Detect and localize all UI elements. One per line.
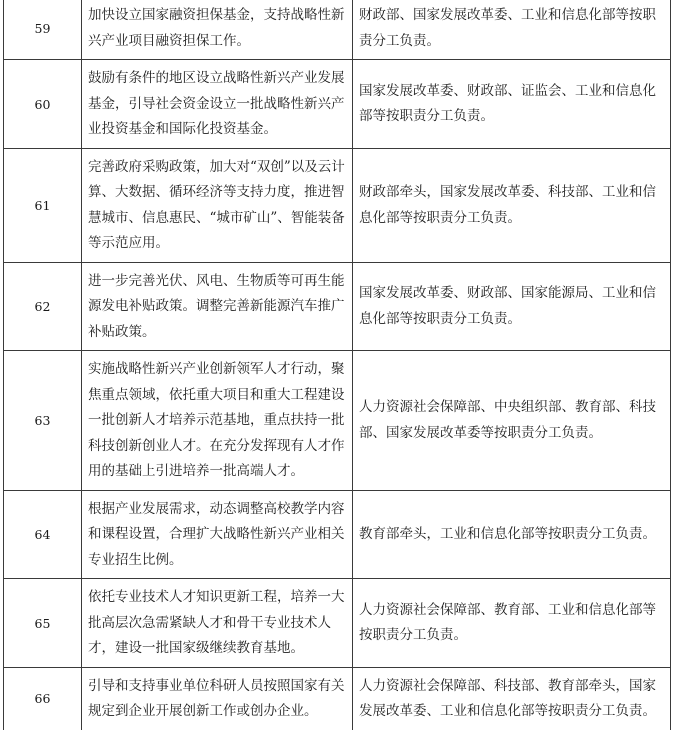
- department-cell: 人力资源社会保障部、科技部、教育部牵头，国家发展改革委、工业和信息化部等按职责分工负责。: [353, 667, 671, 730]
- row-number: 66: [4, 667, 82, 730]
- task-cell: 完善政府采购政策，加大对“双创”以及云计算、大数据、循环经济等支持力度，推进智慧城市、信息惠民、“城市矿山”、智能装备等示范应用。: [82, 148, 353, 262]
- table-row: [4, 667, 671, 730]
- table-row: [4, 351, 671, 491]
- department-cell: 人力资源社会保障部、教育部、工业和信息化部等按职责分工负责。: [353, 579, 671, 668]
- task-cell: 根据产业发展需求，动态调整高校教学内容和课程设置，合理扩大战略性新兴产业相关专业招生比例。: [82, 490, 353, 579]
- row-number: 63: [4, 351, 82, 491]
- department-cell: 国家发展改革委、财政部、国家能源局、工业和信息化部等按职责分工负责。: [353, 262, 671, 351]
- row-number: 61: [4, 148, 82, 262]
- task-cell: 进一步完善光伏、风电、生物质等可再生能源发电补贴政策。调整完善新能源汽车推广补贴政策。: [82, 262, 353, 351]
- department-cell: 财政部牵头，国家发展改革委、科技部、工业和信息化部等按职责分工负责。: [353, 148, 671, 262]
- department-cell: 财政部、国家发展改革委、工业和信息化部等按职责分工负责。: [353, 0, 671, 60]
- task-cell: 鼓励有条件的地区设立战略性新兴产业发展基金，引导社会资金设立一批战略性新兴产业投资基金和国际化投资基金。: [82, 60, 353, 149]
- task-cell: 引导和支持事业单位科研人员按照国家有关规定到企业开展创新工作或创办企业。: [82, 667, 353, 730]
- table-row: [4, 0, 671, 60]
- row-number: 65: [4, 579, 82, 668]
- task-cell: 实施战略性新兴产业创新领军人才行动，聚焦重点领域，依托重大项目和重大工程建设一批创新人才培养示范基地，重点扶持一批科技创新创业人才。在充分发挥现有人才作用的基础上引进培养一批高端人才。: [82, 351, 353, 491]
- policy-task-table: [3, 0, 671, 730]
- task-cell: 依托专业技术人才知识更新工程，培养一大批高层次急需紧缺人才和骨干专业技术人才，建设一批国家级继续教育基地。: [82, 579, 353, 668]
- row-number: 64: [4, 490, 82, 579]
- row-number: 59: [4, 0, 82, 60]
- task-cell: 加快设立国家融资担保基金，支持战略性新兴产业项目融资担保工作。: [82, 0, 353, 60]
- table-row: [4, 148, 671, 262]
- department-cell: 教育部牵头，工业和信息化部等按职责分工负责。: [353, 490, 671, 579]
- table-row: [4, 579, 671, 668]
- row-number: 60: [4, 60, 82, 149]
- row-number: 62: [4, 262, 82, 351]
- table-row: [4, 262, 671, 351]
- department-cell: 人力资源社会保障部、中央组织部、教育部、科技部、国家发展改革委等按职责分工负责。: [353, 351, 671, 491]
- department-cell: 国家发展改革委、财政部、证监会、工业和信息化部等按职责分工负责。: [353, 60, 671, 149]
- table-row: [4, 60, 671, 149]
- table-row: [4, 490, 671, 579]
